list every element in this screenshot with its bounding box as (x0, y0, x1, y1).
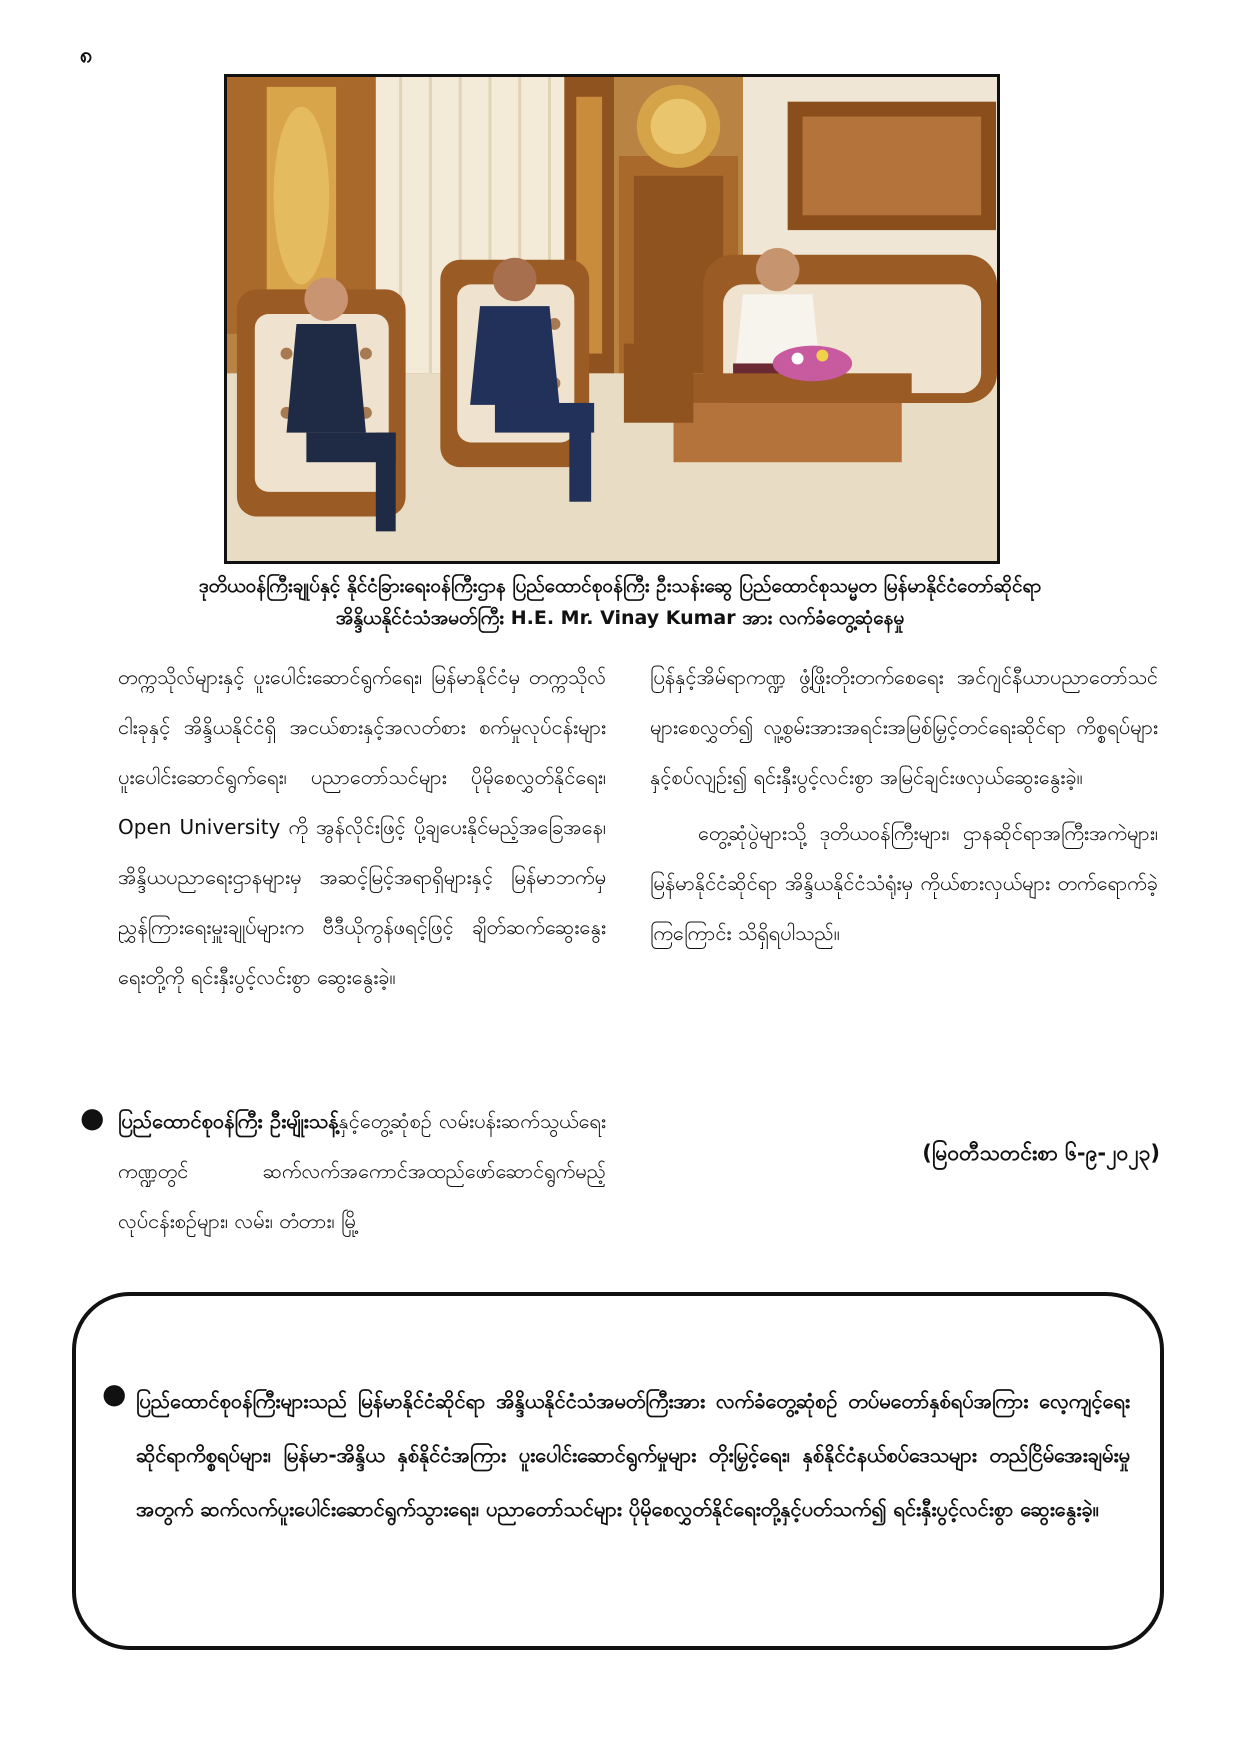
source-citation: (မြဝတီသတင်းစာ ၆-၉-၂၀၂၃) (922, 1141, 1160, 1165)
left-paragraph: တက္ကသိုလ်များနှင့် ပူးပေါင်းဆောင်ရွက်ရေး၊ မြန်မာနိုင်ငံမှ တက္ကသိုလ်ငါးခုနှင့် အိန္ဒိယနိုင်ငံရှိ အငယ်စားနှင့်အလတ်စား စက်မှုလုပ်ငန်းများ ပူးပေါင်းဆောင်ရွက်ရေး၊ ပညာတော်သင်များ ပိုမိုစေလွှတ်နိုင်ရေး၊ Open University ကို အွန်လိုင်းဖြင့် ပို့ချပေးနိုင်မည့်အခြေအနေ၊ အိန္ဒိယပညာရေးဌာနများမှ အဆင့်မြင့်အရာရှိများနှင့် မြန်မာဘက်မှ ညွှန်ကြားရေးမှူးချုပ်များက ဗီဒီယိုကွန်ဖရင့်ဖြင့် ချိတ်ဆက်ဆွေးနွေးရေးတို့ကို ရင်းနှီးပွင့်လင်းစွာ ဆွေးနွေးခဲ့။ (118, 665, 606, 989)
summary-box (72, 1292, 1164, 1650)
left-column (118, 652, 606, 1002)
bullet-icon: ● (80, 1101, 105, 1134)
page-number: ၈ (80, 43, 93, 68)
bullet-item (80, 1096, 606, 1246)
summary-bullet-icon: ● (102, 1377, 127, 1410)
right-column (650, 652, 1158, 958)
caption-line-2: အိန္ဒိယနိုင်ငံသံအမတ်ကြီး H.E. Mr. Vinay Kumar အား လက်ခံတွေ့ဆုံနေမှု (335, 607, 905, 629)
caption-line-1: ဒုတိယဝန်ကြီးချုပ်နှင့် နိုင်ငံခြားရေးဝန်ကြီးဌာန ပြည်ထောင်စုဝန်ကြီး ဦးသန်းဆွေ ပြည်ထောင်စုသမ္မတ မြန်မာနိုင်ငံတော်ဆိုင်ရာ (198, 575, 1042, 597)
bullet-text (118, 1096, 606, 1246)
bullet-bold-lead: ပြည်ထောင်စုဝန်ကြီး ဦးမျိုးသန့် (118, 1109, 339, 1133)
meeting-photo (224, 74, 1000, 564)
right-paragraph-2: တွေ့ဆုံပွဲများသို့ ဒုတိယဝန်ကြီးများ၊ ဌာနဆိုင်ရာအကြီးအကဲများ၊ မြန်မာနိုင်ငံဆိုင်ရာ အိန္ဒိယနိုင်ငံသံရုံးမှ ကိုယ်စားလှယ်များ တက်ရောက်ခဲ့ကြကြောင်း သိရှိရပါသည်။ (650, 821, 1158, 945)
right-paragraph-1: ပြန်နှင့်အိမ်ရာကဏ္ဍ ဖွံ့ဖြိုးတိုးတက်စေရေး အင်ဂျင်နီယာပညာတော်သင်များစေလွှတ်၍ လူ့စွမ်းအားအရင်းအမြစ်မြှင့်တင်ရေးဆိုင်ရာ ကိစ္စရပ်များနှင့်စပ်လျဉ်း၍ ရင်းနှီးပွင့်လင်းစွာ အမြင်ချင်းဖလှယ်ဆွေးနွေးခဲ့။ (650, 665, 1158, 789)
meeting-photo-illustration (227, 77, 997, 561)
bullet-rest: နှင့်တွေ့ဆုံစဉ် လမ်းပန်းဆက်သွယ်ရေးကဏ္ဍတွင် ဆက်လက်အကောင်အထည်ဖော်ဆောင်ရွက်မည့် လုပ်ငန်းစဉ်များ၊ လမ်း၊ တံတား၊ မြို့ (118, 1109, 606, 1233)
photo-caption (80, 570, 1160, 634)
summary-text: ပြည်ထောင်စုဝန်ကြီးများသည် မြန်မာနိုင်ငံဆိုင်ရာ အိန္ဒိယနိုင်ငံသံအမတ်ကြီးအား လက်ခံတွေ့ဆုံစဉ် တပ်မတော်နှစ်ရပ်အကြား လေ့ကျင့်ရေးဆိုင်ရာကိစ္စရပ်များ၊ မြန်မာ-အိန္ဒိယ နှစ်နိုင်ငံအကြား ပူးပေါင်းဆောင်ရွက်မှုများ တိုးမြှင့်ရေး၊ နှစ်နိုင်ငံနယ်စပ်ဒေသများ တည်ငြိမ်အေးချမ်းမှုအတွက် ဆက်လက်ပူးပေါင်းဆောင်ရွက်သွားရေး၊ ပညာတော်သင်များ ပိုမိုစေလွှတ်နိုင်ရေးတို့နှင့်ပတ်သက်၍ ရင်းနှီးပွင့်လင်းစွာ ဆွေးနွေးခဲ့။ (136, 1389, 1130, 1521)
